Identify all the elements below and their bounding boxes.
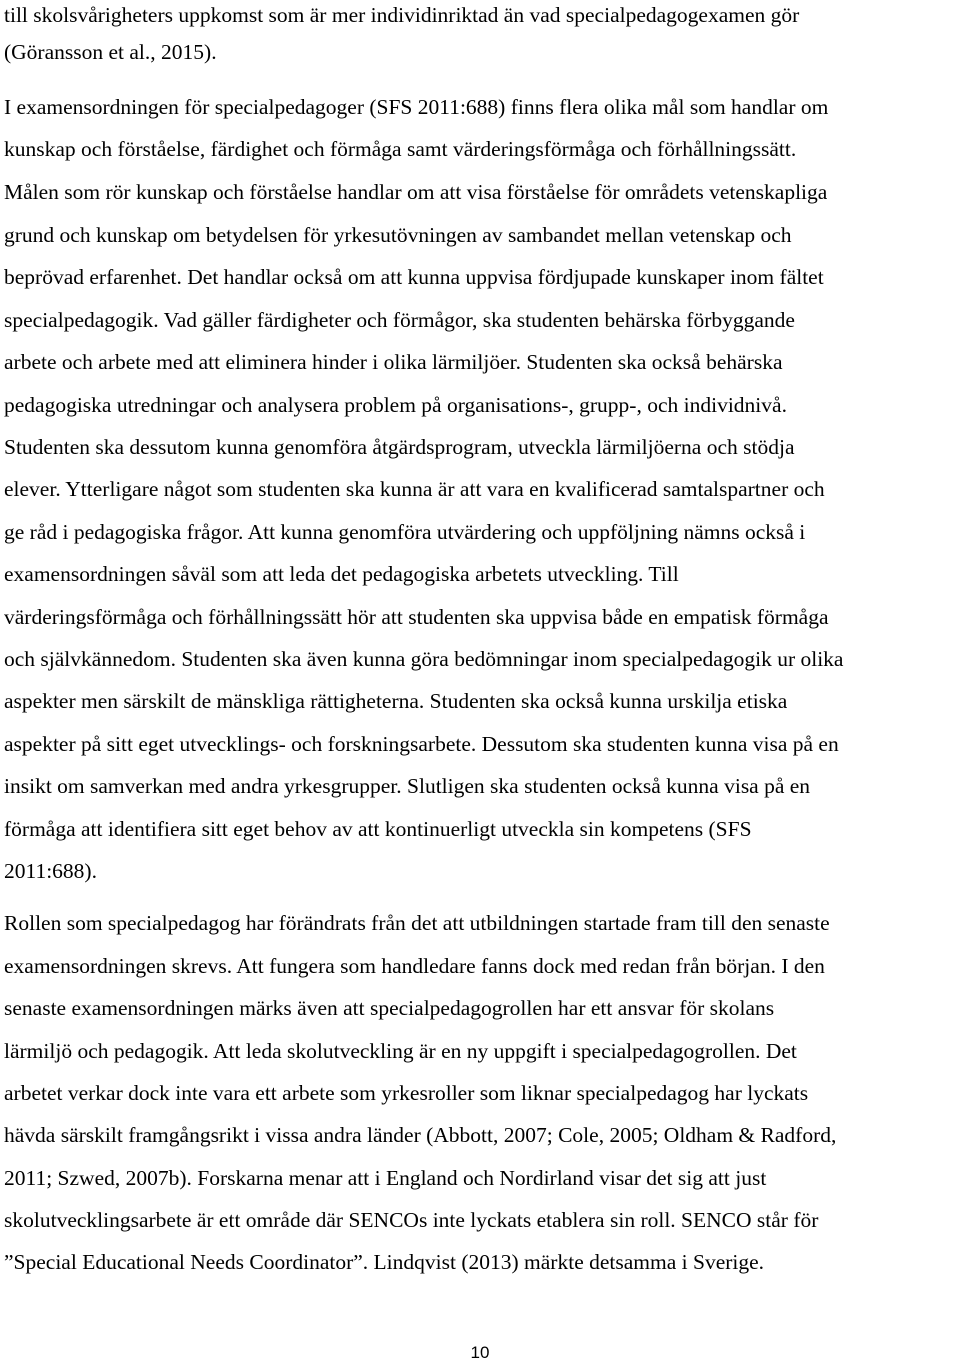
text-line: kunskap och förståelse, färdighet och förmåga samt värderingsförmåga och förhållningssätt. (4, 137, 797, 161)
text-line: aspekter men särskilt de mänskliga rättigheterna. Studenten ska också kunna urskilja etiska (4, 689, 788, 713)
page-number: 10 (470, 1343, 490, 1362)
text-line: specialpedagogik. Vad gäller färdigheter och förmågor, ska studenten behärska förbyggande (4, 308, 795, 332)
text-line: (Göransson et al., 2015). (4, 40, 217, 64)
text-line: elever. Ytterligare något som studenten ska kunna är att vara en kvalificerad samtalspartner och (4, 477, 825, 501)
text-line: beprövad erfarenhet. Det handlar också om att kunna uppvisa fördjupade kunskaper inom fältet (4, 265, 824, 289)
text-line: Målen som rör kunskap och förståelse handlar om att visa förståelse för områdets vetenskapliga (4, 180, 828, 204)
text-line: skolutvecklingsarbete är ett område där SENCOs inte lyckats etablera sin roll. SENCO står för (4, 1208, 819, 1232)
text-line: I examensordningen för specialpedagoger (SFS 2011:688) finns flera olika mål som handlar om (4, 95, 829, 119)
text-line: förmåga att identifiera sitt eget behov av att kontinuerligt utveckla sin kompetens (SFS (4, 817, 752, 841)
text-line: arbete och arbete med att eliminera hinder i olika lärmiljöer. Studenten ska också behärska (4, 350, 783, 374)
text-line: lärmiljö och pedagogik. Att leda skolutveckling är en ny uppgift i specialpedagogrollen. Det (4, 1039, 797, 1063)
text-line: arbetet verkar dock inte vara ett arbete som yrkesroller som liknar specialpedagog har lyckats (4, 1081, 809, 1105)
text-line: ge råd i pedagogiska frågor. Att kunna genomföra utvärdering och uppföljning nämns också i (4, 520, 806, 544)
text-line: pedagogiska utredningar och analysera problem på organisations-, grupp-, och individnivå. (4, 393, 787, 417)
text-line: aspekter på sitt eget utvecklings- och forskningsarbete. Dessutom ska studenten kunna visa på en (4, 732, 839, 756)
text-line: värderingsförmåga och förhållningssätt hör att studenten ska uppvisa både en empatisk förmåga (4, 605, 829, 629)
text-line: och självkännedom. Studenten ska även kunna göra bedömningar inom specialpedagogik ur olika (4, 647, 844, 671)
text-line: examensordningen skrevs. Att fungera som handledare fanns dock med redan från början. I den (4, 954, 825, 978)
text-line: Studenten ska dessutom kunna genomföra åtgärdsprogram, utveckla lärmiljöerna och stödja (4, 435, 795, 459)
text-line: 2011:688). (4, 859, 97, 883)
text-line: senaste examensordningen märks även att specialpedagogrollen har ett ansvar för skolans (4, 996, 775, 1020)
text-line: till skolsvårigheters uppkomst som är mer individinriktad än vad specialpedagogexamen gör (4, 3, 800, 27)
text-line: Rollen som specialpedagog har förändrats från det att utbildningen startade fram till den senaste (4, 911, 830, 935)
text-line: ”Special Educational Needs Coordinator”. Lindqvist (2013) märkte detsamma i Sverige. (4, 1250, 765, 1274)
text-line: examensordningen såväl som att leda det pedagogiska arbetets utveckling. Till (4, 562, 679, 586)
text-line: insikt om samverkan med andra yrkesgrupper. Slutligen ska studenten också kunna visa på en (4, 774, 811, 798)
text-line: hävda särskilt framgångsrikt i vissa andra länder (Abbott, 2007; Cole, 2005; Oldham & Radford, (4, 1123, 837, 1147)
text-line: 2011; Szwed, 2007b). Forskarna menar att i England och Nordirland visar det sig att just (4, 1166, 767, 1190)
text-line: grund och kunskap om betydelsen för yrkesutövningen av sambandet mellan vetenskap och (4, 223, 792, 247)
